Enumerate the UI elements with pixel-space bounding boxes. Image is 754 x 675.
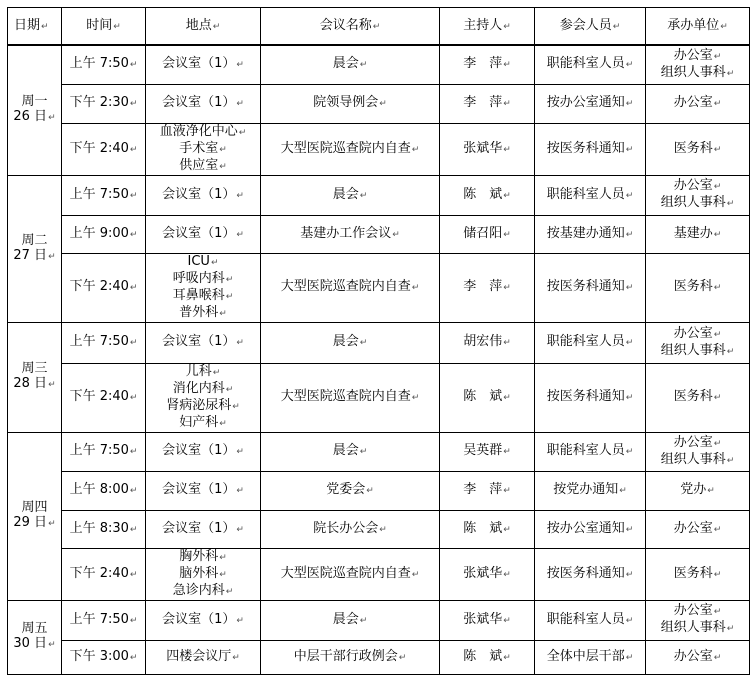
- day-cell: [8, 175, 62, 322]
- attendees-cell: [535, 175, 646, 215]
- time-text: 上午 8:00 ↵: [70, 482, 138, 497]
- schedule-row: [8, 363, 750, 432]
- header-host: 主持人 ↵: [440, 8, 535, 46]
- attendees-text: 按医务科通知 ↵: [547, 141, 634, 156]
- organizer-cell: [646, 471, 750, 510]
- location-line: 四楼会议厅 ↵: [148, 649, 258, 666]
- organizer-line: 医务科 ↵: [648, 566, 747, 583]
- day-date: 30 日 ↵: [10, 636, 59, 653]
- host-text: 张斌华 ↵: [463, 612, 511, 627]
- location-line: 会议室（1） ↵: [148, 334, 258, 351]
- time-text: 上午 8:30 ↵: [70, 521, 138, 536]
- meeting-name-cell: [261, 253, 440, 322]
- day-label: 周一: [21, 94, 48, 110]
- day-cell: [8, 432, 62, 600]
- time-cell: [62, 510, 146, 548]
- meeting-name-cell: [261, 510, 440, 548]
- location-line: 普外科 ↵: [148, 305, 258, 322]
- header-row: [8, 8, 750, 46]
- location-cell: [146, 322, 261, 363]
- host-text: 李 萍 ↵: [463, 95, 511, 110]
- meeting-name-cell: [261, 84, 440, 123]
- header-attendees: 参会人员 ↵: [535, 8, 646, 46]
- location-cell: [146, 363, 261, 432]
- time-cell: [62, 471, 146, 510]
- host-text: 陈 斌 ↵: [463, 521, 511, 536]
- time-text: 下午 2:40 ↵: [70, 566, 138, 581]
- host-text: 吴英群 ↵: [463, 443, 511, 458]
- attendees-text: 职能科室人员 ↵: [547, 187, 634, 202]
- attendees-text: 按办公室通知 ↵: [547, 521, 634, 536]
- organizer-cell: [646, 253, 750, 322]
- meeting-name-cell: [261, 471, 440, 510]
- location-line: 急诊内科 ↵: [148, 583, 258, 600]
- meeting-name-text: 院领导例会 ↵: [313, 95, 387, 110]
- day-label: 周四: [21, 500, 48, 515]
- host-text: 胡宏伟 ↵: [463, 334, 511, 349]
- location-line: 供应室 ↵: [148, 158, 258, 175]
- meeting-name-text: 晨会 ↵: [333, 56, 368, 71]
- organizer-line: 基建办 ↵: [648, 226, 747, 243]
- meeting-name-cell: [261, 432, 440, 471]
- organizer-line: 办公室 ↵: [648, 603, 747, 620]
- schedule-body: [8, 45, 750, 674]
- schedule-row: [8, 322, 750, 363]
- location-cell: [146, 510, 261, 548]
- schedule-row: [8, 123, 750, 175]
- host-cell: [440, 45, 535, 84]
- organizer-cell: [646, 84, 750, 123]
- meeting-name-text: 晨会 ↵: [333, 334, 368, 349]
- location-cell: [146, 640, 261, 674]
- meeting-name-text: 大型医院巡查院内自查 ↵: [281, 566, 420, 581]
- location-line: 会议室（1） ↵: [148, 95, 258, 112]
- time-text: 下午 3:00 ↵: [70, 649, 138, 664]
- schedule-row: [8, 510, 750, 548]
- host-cell: [440, 123, 535, 175]
- host-text: 张斌华 ↵: [463, 141, 511, 156]
- header-organizer: 承办单位 ↵: [646, 8, 750, 46]
- location-line: ICU ↵: [148, 254, 258, 271]
- time-text: 下午 2:40 ↵: [70, 389, 138, 404]
- organizer-cell: [646, 45, 750, 84]
- attendees-text: 按办公室通知 ↵: [547, 95, 634, 110]
- location-line: 会议室（1） ↵: [148, 443, 258, 460]
- attendees-cell: [535, 640, 646, 674]
- location-line: 呼吸内科 ↵: [148, 271, 258, 288]
- attendees-cell: [535, 322, 646, 363]
- attendees-text: 按党办通知 ↵: [553, 482, 627, 497]
- meeting-name-cell: [261, 45, 440, 84]
- host-cell: [440, 510, 535, 548]
- attendees-text: 全体中层干部 ↵: [547, 649, 634, 664]
- time-text: 下午 2:30 ↵: [70, 95, 138, 110]
- attendees-cell: [535, 432, 646, 471]
- day-date: 29 日 ↵: [10, 515, 59, 532]
- day-label: 周二: [21, 232, 48, 248]
- host-text: 储召阳 ↵: [463, 226, 511, 241]
- host-cell: [440, 548, 535, 600]
- meeting-name-text: 中层干部行政例会 ↵: [294, 649, 407, 664]
- meeting-name-text: 党委会 ↵: [326, 482, 374, 497]
- time-text: 上午 7:50 ↵: [70, 443, 138, 458]
- organizer-cell: [646, 215, 750, 253]
- time-cell: [62, 640, 146, 674]
- day-date: 26 日 ↵: [10, 109, 59, 126]
- host-text: 李 萍 ↵: [463, 279, 511, 294]
- organizer-cell: [646, 510, 750, 548]
- host-text: 陈 斌 ↵: [463, 187, 511, 202]
- meeting-name-text: 晨会 ↵: [333, 443, 368, 458]
- header-time: 时间 ↵: [62, 8, 146, 46]
- schedule-row: [8, 84, 750, 123]
- time-text: 上午 7:50 ↵: [70, 334, 138, 349]
- time-cell: [62, 363, 146, 432]
- attendees-text: 按医务科通知 ↵: [547, 279, 634, 294]
- time-cell: [62, 45, 146, 84]
- meeting-name-cell: [261, 548, 440, 600]
- organizer-line: 办公室 ↵: [648, 435, 747, 452]
- meeting-name-text: 基建办工作会议 ↵: [300, 226, 400, 241]
- location-cell: [146, 45, 261, 84]
- location-cell: [146, 253, 261, 322]
- organizer-cell: [646, 640, 750, 674]
- host-cell: [440, 363, 535, 432]
- location-cell: [146, 548, 261, 600]
- organizer-line: 组织人事科 ↵: [648, 65, 747, 82]
- meeting-name-cell: [261, 600, 440, 640]
- location-line: 胸外科 ↵: [148, 549, 258, 566]
- organizer-cell: [646, 432, 750, 471]
- location-line: 血液净化中心 ↵: [148, 124, 258, 141]
- organizer-line: 医务科 ↵: [648, 141, 747, 158]
- organizer-cell: [646, 548, 750, 600]
- attendees-text: 职能科室人员 ↵: [547, 443, 634, 458]
- time-cell: [62, 253, 146, 322]
- host-cell: [440, 175, 535, 215]
- time-cell: [62, 432, 146, 471]
- host-text: 陈 斌 ↵: [463, 649, 511, 664]
- attendees-cell: [535, 510, 646, 548]
- location-line: 妇产科 ↵: [148, 415, 258, 432]
- schedule-row: [8, 432, 750, 471]
- organizer-cell: [646, 123, 750, 175]
- header-meeting-name: 会议名称 ↵: [261, 8, 440, 46]
- host-cell: [440, 322, 535, 363]
- location-cell: [146, 215, 261, 253]
- meeting-name-cell: [261, 175, 440, 215]
- time-text: 上午 9:00 ↵: [70, 226, 138, 241]
- organizer-line: 组织人事科 ↵: [648, 195, 747, 212]
- meeting-name-text: 大型医院巡查院内自查 ↵: [281, 141, 420, 156]
- attendees-cell: [535, 363, 646, 432]
- time-text: 上午 7:50 ↵: [70, 56, 138, 71]
- organizer-line: 医务科 ↵: [648, 389, 747, 406]
- meeting-name-text: 晨会 ↵: [333, 612, 368, 627]
- host-text: 张斌华 ↵: [463, 566, 511, 581]
- host-cell: [440, 600, 535, 640]
- meeting-name-text: 晨会 ↵: [333, 187, 368, 202]
- organizer-line: 组织人事科 ↵: [648, 452, 747, 469]
- attendees-cell: [535, 548, 646, 600]
- time-cell: [62, 84, 146, 123]
- organizer-cell: [646, 175, 750, 215]
- organizer-cell: [646, 363, 750, 432]
- time-cell: [62, 322, 146, 363]
- meeting-name-cell: [261, 640, 440, 674]
- day-label: 周五: [21, 621, 48, 636]
- location-line: 儿科 ↵: [148, 364, 258, 381]
- attendees-text: 按医务科通知 ↵: [547, 566, 634, 581]
- location-cell: [146, 175, 261, 215]
- location-line: 会议室（1） ↵: [148, 482, 258, 499]
- location-cell: [146, 84, 261, 123]
- attendees-text: 职能科室人员 ↵: [547, 612, 634, 627]
- schedule-row: [8, 253, 750, 322]
- meeting-name-cell: [261, 322, 440, 363]
- location-line: 会议室（1） ↵: [148, 226, 258, 243]
- day-date: 27 日 ↵: [10, 248, 59, 265]
- location-line: 耳鼻喉科 ↵: [148, 288, 258, 305]
- time-text: 上午 7:50 ↵: [70, 187, 138, 202]
- schedule-row: [8, 175, 750, 215]
- meeting-schedule-table: [7, 7, 750, 675]
- attendees-text: 按医务科通知 ↵: [547, 389, 634, 404]
- organizer-cell: [646, 600, 750, 640]
- meeting-name-cell: [261, 215, 440, 253]
- host-cell: [440, 471, 535, 510]
- host-text: 李 萍 ↵: [463, 56, 511, 71]
- organizer-line: 办公室 ↵: [648, 326, 747, 343]
- attendees-cell: [535, 600, 646, 640]
- location-line: 脑外科 ↵: [148, 566, 258, 583]
- location-line: 手术室 ↵: [148, 141, 258, 158]
- day-label: 周三: [21, 361, 48, 376]
- schedule-row: [8, 215, 750, 253]
- time-text: 下午 2:40 ↵: [70, 141, 138, 156]
- location-line: 会议室（1） ↵: [148, 521, 258, 538]
- time-text: 下午 2:40 ↵: [70, 279, 138, 294]
- organizer-line: 办公室 ↵: [648, 521, 747, 538]
- host-text: 陈 斌 ↵: [463, 389, 511, 404]
- location-line: 消化内科 ↵: [148, 381, 258, 398]
- attendees-cell: [535, 253, 646, 322]
- attendees-text: 职能科室人员 ↵: [547, 56, 634, 71]
- attendees-cell: [535, 123, 646, 175]
- attendees-text: 职能科室人员 ↵: [547, 334, 634, 349]
- header-date: 日期 ↵: [8, 8, 62, 46]
- meeting-name-text: 院长办公会 ↵: [313, 521, 387, 536]
- host-cell: [440, 215, 535, 253]
- organizer-line: 组织人事科 ↵: [648, 343, 747, 360]
- organizer-line: 办公室 ↵: [648, 178, 747, 195]
- time-cell: [62, 548, 146, 600]
- organizer-line: 办公室 ↵: [648, 95, 747, 112]
- host-cell: [440, 640, 535, 674]
- location-line: 会议室（1） ↵: [148, 612, 258, 629]
- time-cell: [62, 175, 146, 215]
- organizer-line: 办公室 ↵: [648, 48, 747, 65]
- organizer-cell: [646, 322, 750, 363]
- location-cell: [146, 432, 261, 471]
- attendees-cell: [535, 471, 646, 510]
- host-text: 李 萍 ↵: [463, 482, 511, 497]
- time-cell: [62, 600, 146, 640]
- location-cell: [146, 123, 261, 175]
- attendees-cell: [535, 84, 646, 123]
- host-cell: [440, 84, 535, 123]
- day-cell: [8, 600, 62, 674]
- host-cell: [440, 432, 535, 471]
- attendees-cell: [535, 45, 646, 84]
- schedule-row: [8, 548, 750, 600]
- meeting-name-cell: [261, 363, 440, 432]
- time-cell: [62, 123, 146, 175]
- schedule-row: [8, 471, 750, 510]
- schedule-row: [8, 640, 750, 674]
- time-cell: [62, 215, 146, 253]
- location-cell: [146, 471, 261, 510]
- host-cell: [440, 253, 535, 322]
- location-line: 会议室（1） ↵: [148, 56, 258, 73]
- attendees-text: 按基建办通知 ↵: [547, 226, 634, 241]
- schedule-row: [8, 45, 750, 84]
- day-cell: [8, 45, 62, 175]
- schedule-row: [8, 600, 750, 640]
- meeting-name-text: 大型医院巡查院内自查 ↵: [281, 389, 420, 404]
- time-text: 上午 7:50 ↵: [70, 612, 138, 627]
- organizer-line: 组织人事科 ↵: [648, 620, 747, 637]
- location-line: 肾病泌尿科 ↵: [148, 398, 258, 415]
- organizer-line: 党办 ↵: [648, 482, 747, 499]
- organizer-line: 医务科 ↵: [648, 279, 747, 296]
- header-location: 地点 ↵: [146, 8, 261, 46]
- attendees-cell: [535, 215, 646, 253]
- organizer-line: 办公室 ↵: [648, 649, 747, 666]
- day-date: 28 日 ↵: [10, 376, 59, 393]
- meeting-name-cell: [261, 123, 440, 175]
- meeting-name-text: 大型医院巡查院内自查 ↵: [281, 279, 420, 294]
- location-line: 会议室（1） ↵: [148, 187, 258, 204]
- location-cell: [146, 600, 261, 640]
- day-cell: [8, 322, 62, 432]
